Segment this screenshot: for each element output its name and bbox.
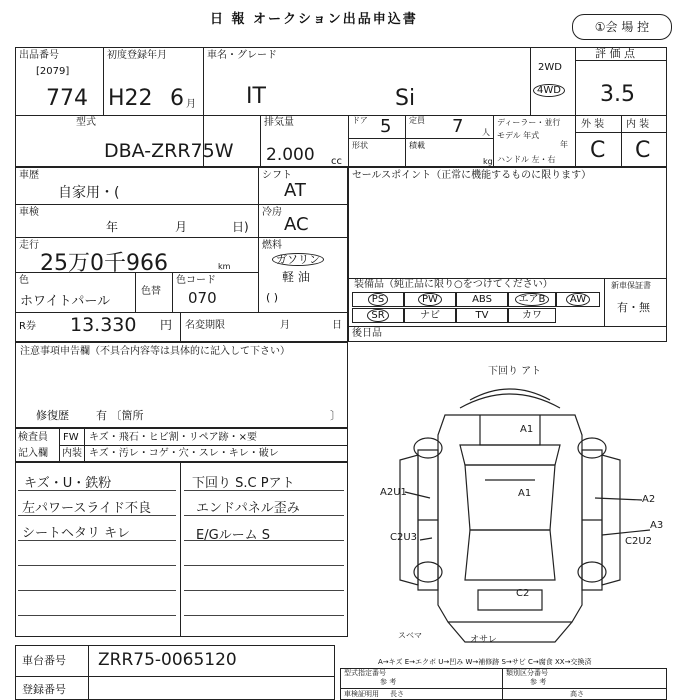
fuel-other: ( ) — [266, 291, 279, 304]
memo-left-3: シートヘタリ キレ — [22, 526, 131, 541]
handle-label: ハンドル 左・右 — [497, 155, 556, 164]
vehicle-name-label: 車名・グレード — [207, 50, 277, 61]
recycle-value: 13.330 — [70, 314, 137, 336]
rating-score: 3.5 — [600, 82, 635, 107]
new-warranty-label: 新車保証書 — [611, 281, 651, 290]
height-label: 高さ — [570, 690, 584, 698]
sales-point-label: セールスポイント（正常に機能するものに限ります） — [352, 170, 592, 181]
ac-label: 冷房 — [262, 207, 282, 218]
mileage-value: 25万0千966 — [40, 251, 168, 276]
model-year-label: モデル 年式 — [497, 131, 540, 140]
memo-right-2: エンドパネル歪み — [196, 501, 300, 516]
mark-c2: C2 — [516, 588, 530, 599]
dealer-label: ディーラー・並行 — [497, 118, 561, 127]
month-unit: 月 — [186, 99, 196, 110]
diagram-top-label: 下回り アト — [488, 366, 542, 377]
notes-label: 注意事項申告欄（不具合内容等は具体的に記入して下さい） — [20, 346, 290, 357]
mark-a1-hood: A1 — [520, 424, 534, 435]
capacity-value: 7 — [452, 116, 464, 137]
exterior-grade: C — [590, 138, 606, 163]
repair-history-value: 有 〔箇所 — [96, 409, 144, 422]
interior-items: キズ・汚レ・コゲ・穴・スレ・キレ・破レ — [89, 448, 279, 459]
lot-sub-number: [2079] — [36, 66, 70, 77]
capacity-unit: 人 — [482, 128, 490, 137]
memo-left-1: キズ・U・鉄粉 — [24, 476, 112, 491]
inspector-record-label: 記入欄 — [18, 448, 48, 459]
equipment-sr: SR — [352, 308, 404, 323]
load-unit: kg — [483, 157, 493, 166]
first-registration-label: 初度登録年月 — [107, 50, 167, 61]
shift-value: AT — [284, 180, 306, 201]
fuel-gasoline-circled: ガソリン — [272, 253, 324, 266]
color-label: 色 — [19, 275, 29, 286]
equipment-airbag: エアB — [508, 292, 556, 307]
recycle-unit: 円 — [160, 318, 173, 332]
fw-label: FW — [63, 432, 79, 443]
equipment-tv: TV — [456, 308, 508, 323]
diagram-bottom-left: スベマ — [398, 631, 422, 640]
interior-check-label: 内装 — [62, 448, 82, 459]
equipment-ps: PS — [352, 292, 404, 307]
model-code: DBA-ZRR75W — [104, 140, 234, 162]
mark-a3: A3 — [650, 520, 664, 531]
form-title: 日 報 オークション出品申込書 — [210, 12, 418, 27]
diagram-bottom-mid: オサレ — [470, 635, 497, 645]
equipment-abs: ABS — [456, 292, 508, 307]
car-damage-diagram — [360, 360, 664, 650]
vin-value: ZRR75-0065120 — [98, 650, 237, 670]
ac-value: AC — [284, 214, 309, 235]
registration-label: 登録番号 — [22, 683, 66, 696]
first-registration-month: 6 — [170, 86, 184, 111]
color-value: ホワイトパール — [20, 294, 111, 309]
after-date-label: 後日品 — [352, 328, 382, 339]
lot-number: 774 — [46, 86, 88, 111]
designation-label: 型式指定番号 — [344, 669, 386, 677]
equipment-leather: カワ — [508, 308, 556, 323]
meeting-hall-badge: ①会 場 控 — [572, 14, 672, 40]
lot-label: 出品番号 — [19, 50, 59, 61]
mark-a1-roof: A1 — [518, 488, 532, 499]
mark-c2u2: C2U2 — [625, 536, 653, 547]
equipment-aw: AW — [556, 292, 600, 307]
cert-label: 車検証明用 — [344, 690, 379, 698]
capacity-label: 定員 — [409, 116, 425, 125]
color-code-label: 色コード — [176, 275, 216, 286]
category-label: 類別区分番号 — [506, 669, 548, 677]
length-label: 長さ — [390, 690, 404, 698]
drive-4wd-circled: 4WD — [533, 84, 565, 97]
inspector-label: 検査員 — [18, 432, 48, 443]
equipment-pw: PW — [404, 292, 456, 307]
doors-label: ドア — [352, 116, 368, 125]
interior-label: 内 装 — [626, 119, 650, 130]
load-label: 積載 — [409, 141, 425, 150]
name-change-label: 名変期限 — [185, 320, 225, 331]
color-change-label: 色替 — [141, 286, 161, 297]
equipment-label: 装備品（純正品に限り○をつけてください） — [354, 279, 553, 290]
color-code-value: 070 — [188, 289, 217, 307]
mark-a2: A2 — [642, 494, 656, 505]
displacement-label: 排気量 — [264, 117, 294, 128]
name-change-month: 月 — [280, 320, 290, 331]
inspection-year-unit: 年 — [106, 220, 119, 234]
exterior-label: 外 装 — [581, 119, 605, 130]
fw-items: キズ・飛石・ヒビ割・リペア跡・×要 — [89, 432, 257, 443]
mark-c2u3: C2U3 — [390, 532, 418, 543]
repair-close-bracket: 〕 — [330, 409, 341, 422]
use-label: 車歴 — [19, 170, 39, 181]
doors-value: 5 — [380, 116, 392, 137]
equipment-row-1 — [352, 292, 600, 307]
model-label: 型式 — [76, 117, 96, 128]
inspection-day-unit: 日) — [232, 220, 249, 234]
inspection-month-unit: 月 — [175, 220, 188, 234]
mileage-unit: km — [218, 262, 231, 271]
drive-2wd: 2WD — [538, 62, 562, 73]
designation-ref: 参 考 — [380, 678, 397, 686]
fuel-label: 燃料 — [262, 240, 282, 251]
shape-label: 形状 — [352, 141, 368, 150]
vehicle-grade: Si — [395, 86, 416, 111]
memo-right-3: E/Gルーム S — [196, 528, 271, 543]
memo-right-1: 下回り S.C Pアト — [192, 476, 295, 491]
vin-label: 車台番号 — [22, 654, 66, 667]
repair-history-label: 修復歴 — [36, 409, 69, 422]
name-change-day: 日 — [332, 320, 342, 331]
memo-left-2: 左パワースライド不良 — [22, 501, 151, 516]
year-unit: 年 — [560, 140, 568, 149]
mark-a2u1: A2U1 — [380, 487, 407, 498]
recycle-label: R券 — [19, 321, 36, 332]
displacement-value: 2.000 — [266, 145, 315, 165]
category-ref: 参 考 — [530, 678, 547, 686]
equipment-navi: ナビ — [404, 308, 456, 323]
inspection-label: 車検 — [19, 207, 39, 218]
rating-label: 評 価 点 — [595, 47, 635, 60]
equipment-row-2 — [352, 308, 556, 323]
vehicle-name: IT — [246, 84, 266, 109]
first-registration-year: H22 — [108, 86, 153, 111]
use-value: 自家用・( — [58, 185, 120, 201]
displacement-unit: cc — [331, 156, 342, 167]
diagram-legend: A→キズ E→エクボ U→凹み W→補修跡 S→サビ C→腐食 XX→交換済 — [378, 658, 592, 666]
mileage-label: 走行 — [19, 240, 39, 251]
interior-grade: C — [635, 138, 651, 163]
new-warranty-value: 有・無 — [617, 301, 650, 314]
fuel-diesel: 軽 油 — [282, 270, 310, 284]
shift-label: シフト — [262, 170, 292, 181]
